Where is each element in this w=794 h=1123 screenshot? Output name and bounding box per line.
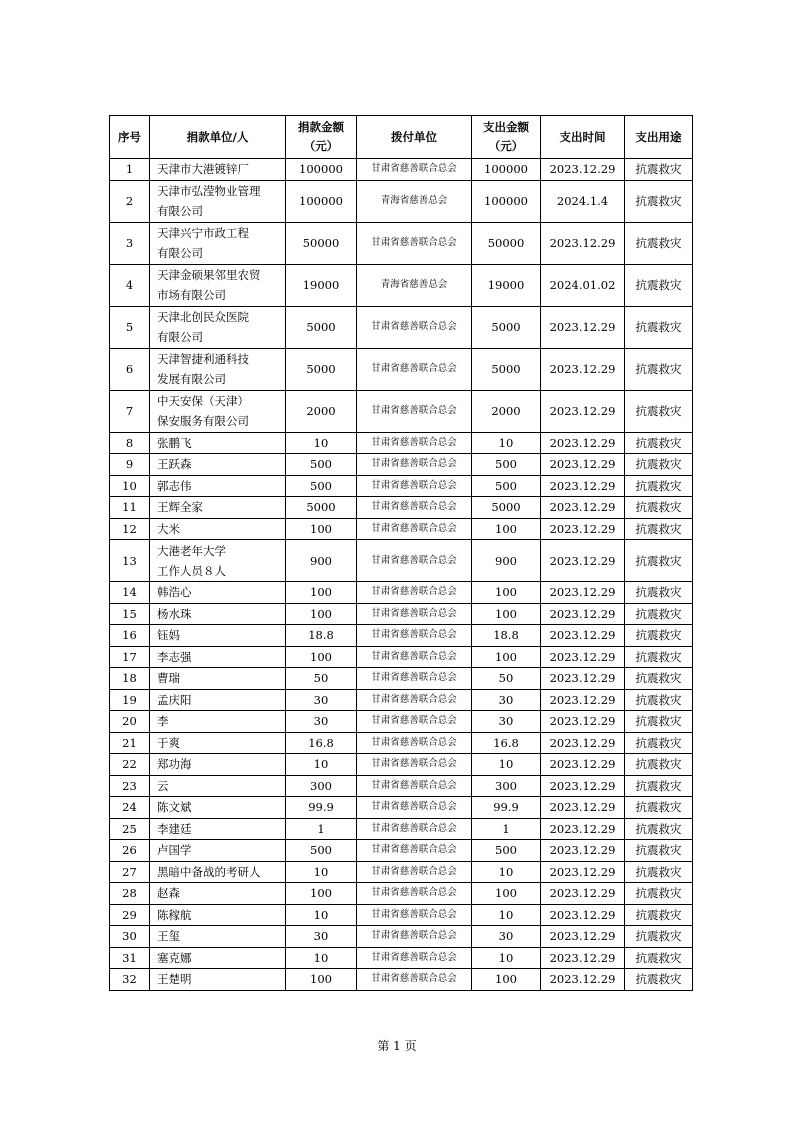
allocating-unit: 甘肃省慈善联合总会: [357, 540, 472, 582]
allocating-unit: 甘肃省慈善联合总会: [357, 518, 472, 540]
donor-name: 赵森: [150, 883, 286, 905]
allocating-unit: 青海省慈善总会: [357, 180, 472, 222]
allocating-unit: 甘肃省慈善联合总会: [357, 969, 472, 991]
donor-name: 王辉全家: [150, 497, 286, 519]
donor-name: 云: [150, 775, 286, 797]
col-header-purpose: 支出用途: [625, 116, 693, 159]
expenditure-amount: 5000: [472, 306, 541, 348]
donation-amount: 5000: [286, 497, 357, 519]
donation-amount: 30: [286, 689, 357, 711]
expenditure-amount: 100: [472, 646, 541, 668]
donation-amount: 2000: [286, 390, 357, 432]
donation-amount: 10: [286, 432, 357, 454]
donor-name: 孟庆阳: [150, 689, 286, 711]
table-header-row: [110, 116, 693, 159]
expenditure-date: 2023.12.29: [541, 689, 625, 711]
row-number: 12: [110, 518, 150, 540]
donor-name: 天津市大港镀锌厂: [150, 159, 286, 181]
expenditure-date: 2023.12.29: [541, 497, 625, 519]
expenditure-date: 2023.12.29: [541, 306, 625, 348]
table-row: [110, 646, 693, 668]
allocating-unit: 甘肃省慈善联合总会: [357, 159, 472, 181]
allocating-unit: 甘肃省慈善联合总会: [357, 775, 472, 797]
expenditure-date: 2023.12.29: [541, 818, 625, 840]
allocating-unit: 甘肃省慈善联合总会: [357, 797, 472, 819]
col-header-no: 序号: [110, 116, 150, 159]
table-row: [110, 518, 693, 540]
expenditure-date: 2023.12.29: [541, 775, 625, 797]
donation-amount: 100: [286, 969, 357, 991]
table-row: [110, 475, 693, 497]
allocating-unit: 甘肃省慈善联合总会: [357, 222, 472, 264]
table-row: [110, 390, 693, 432]
row-number: 13: [110, 540, 150, 582]
table-row: [110, 775, 693, 797]
allocating-unit: 甘肃省慈善联合总会: [357, 926, 472, 948]
donation-amount: 900: [286, 540, 357, 582]
table-row: [110, 861, 693, 883]
donation-amount: 30: [286, 926, 357, 948]
expenditure-amount: 1: [472, 818, 541, 840]
expenditure-date: 2023.12.29: [541, 797, 625, 819]
expenditure-amount: 50000: [472, 222, 541, 264]
row-number: 22: [110, 754, 150, 776]
table-row: [110, 969, 693, 991]
row-number: 27: [110, 861, 150, 883]
expenditure-amount: 10: [472, 861, 541, 883]
expenditure-date: 2023.12.29: [541, 754, 625, 776]
expenditure-amount: 50: [472, 668, 541, 690]
expenditure-amount: 500: [472, 840, 541, 862]
expenditure-date: 2023.12.29: [541, 840, 625, 862]
expenditure-purpose: 抗震救灾: [625, 861, 693, 883]
expenditure-purpose: 抗震救灾: [625, 306, 693, 348]
expenditure-amount: 500: [472, 454, 541, 476]
row-number: 24: [110, 797, 150, 819]
donation-amount: 10: [286, 861, 357, 883]
donor-name: 张鹏飞: [150, 432, 286, 454]
expenditure-purpose: 抗震救灾: [625, 711, 693, 733]
expenditure-amount: 30: [472, 689, 541, 711]
row-number: 10: [110, 475, 150, 497]
expenditure-date: 2023.12.29: [541, 348, 625, 390]
expenditure-date: 2024.1.4: [541, 180, 625, 222]
table-row: [110, 603, 693, 625]
donor-name: 黑暗中备战的考研人: [150, 861, 286, 883]
table-row: [110, 732, 693, 754]
expenditure-amount: 100: [472, 883, 541, 905]
donor-name: 李: [150, 711, 286, 733]
donor-name: 王玺: [150, 926, 286, 948]
donation-amount: 16.8: [286, 732, 357, 754]
expenditure-purpose: 抗震救灾: [625, 646, 693, 668]
donor-name: 陈稼航: [150, 904, 286, 926]
table-row: [110, 180, 693, 222]
table-row: [110, 582, 693, 604]
expenditure-amount: 18.8: [472, 625, 541, 647]
expenditure-date: 2023.12.29: [541, 390, 625, 432]
expenditure-purpose: 抗震救灾: [625, 222, 693, 264]
expenditure-amount: 100: [472, 518, 541, 540]
row-number: 6: [110, 348, 150, 390]
donation-amount: 5000: [286, 348, 357, 390]
donation-amount: 19000: [286, 264, 357, 306]
expenditure-amount: 16.8: [472, 732, 541, 754]
table-row: [110, 904, 693, 926]
allocating-unit: 甘肃省慈善联合总会: [357, 840, 472, 862]
expenditure-date: 2023.12.29: [541, 732, 625, 754]
expenditure-purpose: 抗震救灾: [625, 432, 693, 454]
donor-name: 陈文斌: [150, 797, 286, 819]
expenditure-date: 2023.12.29: [541, 861, 625, 883]
row-number: 14: [110, 582, 150, 604]
row-number: 20: [110, 711, 150, 733]
allocating-unit: 甘肃省慈善联合总会: [357, 390, 472, 432]
expenditure-purpose: 抗震救灾: [625, 668, 693, 690]
donor-name: 曹瑞: [150, 668, 286, 690]
donor-name: 王楚明: [150, 969, 286, 991]
donor-name: 李志强: [150, 646, 286, 668]
expenditure-purpose: 抗震救灾: [625, 904, 693, 926]
allocating-unit: 甘肃省慈善联合总会: [357, 432, 472, 454]
table-row: [110, 159, 693, 181]
expenditure-purpose: 抗震救灾: [625, 582, 693, 604]
expenditure-amount: 100: [472, 603, 541, 625]
expenditure-date: 2023.12.29: [541, 904, 625, 926]
expenditure-purpose: 抗震救灾: [625, 625, 693, 647]
table-row: [110, 432, 693, 454]
expenditure-amount: 19000: [472, 264, 541, 306]
col-header-donor: 捐款单位/人: [150, 116, 286, 159]
table-row: [110, 711, 693, 733]
row-number: 25: [110, 818, 150, 840]
allocating-unit: 甘肃省慈善联合总会: [357, 603, 472, 625]
donor-name: 王跃森: [150, 454, 286, 476]
row-number: 19: [110, 689, 150, 711]
donor-name: 塞克娜: [150, 947, 286, 969]
expenditure-purpose: 抗震救灾: [625, 797, 693, 819]
donor-name: 天津市弘滢物业管理 有限公司: [150, 180, 286, 222]
expenditure-purpose: 抗震救灾: [625, 454, 693, 476]
row-number: 23: [110, 775, 150, 797]
table-row: [110, 689, 693, 711]
allocating-unit: 甘肃省慈善联合总会: [357, 861, 472, 883]
table-row: [110, 625, 693, 647]
table-row: [110, 540, 693, 582]
col-header-spend: 支出金额 （元）: [472, 116, 541, 159]
expenditure-purpose: 抗震救灾: [625, 264, 693, 306]
allocating-unit: 甘肃省慈善联合总会: [357, 904, 472, 926]
expenditure-purpose: 抗震救灾: [625, 840, 693, 862]
donation-amount: 5000: [286, 306, 357, 348]
expenditure-amount: 100000: [472, 180, 541, 222]
expenditure-purpose: 抗震救灾: [625, 754, 693, 776]
expenditure-purpose: 抗震救灾: [625, 180, 693, 222]
donation-amount: 100000: [286, 180, 357, 222]
table-row: [110, 883, 693, 905]
expenditure-purpose: 抗震救灾: [625, 926, 693, 948]
expenditure-date: 2023.12.29: [541, 540, 625, 582]
row-number: 29: [110, 904, 150, 926]
expenditure-date: 2023.12.29: [541, 625, 625, 647]
donation-amount: 500: [286, 454, 357, 476]
table-row: [110, 668, 693, 690]
expenditure-purpose: 抗震救灾: [625, 475, 693, 497]
allocating-unit: 甘肃省慈善联合总会: [357, 754, 472, 776]
table-row: [110, 454, 693, 476]
expenditure-amount: 30: [472, 711, 541, 733]
expenditure-amount: 10: [472, 904, 541, 926]
expenditure-purpose: 抗震救灾: [625, 732, 693, 754]
donation-amount: 50000: [286, 222, 357, 264]
table-row: [110, 797, 693, 819]
donation-amount: 300: [286, 775, 357, 797]
donation-amount: 100000: [286, 159, 357, 181]
donation-amount: 100: [286, 582, 357, 604]
donor-name: 天津金硕果邻里农贸 市场有限公司: [150, 264, 286, 306]
row-number: 26: [110, 840, 150, 862]
allocating-unit: 甘肃省慈善联合总会: [357, 668, 472, 690]
expenditure-date: 2024.01.02: [541, 264, 625, 306]
page-number: 第 1 页: [377, 1039, 417, 1053]
row-number: 11: [110, 497, 150, 519]
col-header-date: 支出时间: [541, 116, 625, 159]
donation-amount: 500: [286, 475, 357, 497]
donation-amount: 30: [286, 711, 357, 733]
row-number: 15: [110, 603, 150, 625]
expenditure-purpose: 抗震救灾: [625, 947, 693, 969]
donation-amount: 100: [286, 883, 357, 905]
expenditure-date: 2023.12.29: [541, 646, 625, 668]
expenditure-purpose: 抗震救灾: [625, 348, 693, 390]
col-header-amount: 捐款金额 （元）: [286, 116, 357, 159]
expenditure-date: 2023.12.29: [541, 582, 625, 604]
allocating-unit: 甘肃省慈善联合总会: [357, 454, 472, 476]
donation-amount: 100: [286, 518, 357, 540]
donor-name: 于爽: [150, 732, 286, 754]
expenditure-amount: 100000: [472, 159, 541, 181]
row-number: 1: [110, 159, 150, 181]
donor-name: 郑功海: [150, 754, 286, 776]
row-number: 32: [110, 969, 150, 991]
expenditure-purpose: 抗震救灾: [625, 689, 693, 711]
allocating-unit: 甘肃省慈善联合总会: [357, 306, 472, 348]
table-body: [110, 159, 693, 991]
donation-amount: 10: [286, 754, 357, 776]
expenditure-date: 2023.12.29: [541, 711, 625, 733]
donation-amount: 18.8: [286, 625, 357, 647]
donor-name: 卢国学: [150, 840, 286, 862]
row-number: 18: [110, 668, 150, 690]
expenditure-date: 2023.12.29: [541, 432, 625, 454]
table-row: [110, 497, 693, 519]
donation-amount: 100: [286, 646, 357, 668]
row-number: 8: [110, 432, 150, 454]
allocating-unit: 甘肃省慈善联合总会: [357, 732, 472, 754]
donor-name: 李建廷: [150, 818, 286, 840]
donor-name: 钰妈: [150, 625, 286, 647]
expenditure-purpose: 抗震救灾: [625, 390, 693, 432]
expenditure-date: 2023.12.29: [541, 969, 625, 991]
expenditure-amount: 900: [472, 540, 541, 582]
col-header-unit: 拨付单位: [357, 116, 472, 159]
expenditure-amount: 300: [472, 775, 541, 797]
expenditure-date: 2023.12.29: [541, 159, 625, 181]
allocating-unit: 青海省慈善总会: [357, 264, 472, 306]
allocating-unit: 甘肃省慈善联合总会: [357, 646, 472, 668]
row-number: 31: [110, 947, 150, 969]
expenditure-amount: 100: [472, 582, 541, 604]
row-number: 9: [110, 454, 150, 476]
expenditure-purpose: 抗震救灾: [625, 818, 693, 840]
table-row: [110, 222, 693, 264]
donation-amount: 1: [286, 818, 357, 840]
expenditure-date: 2023.12.29: [541, 454, 625, 476]
donor-name: 中天安保（天津） 保安服务有限公司: [150, 390, 286, 432]
expenditure-amount: 10: [472, 947, 541, 969]
donation-amount: 100: [286, 603, 357, 625]
expenditure-amount: 5000: [472, 348, 541, 390]
table-row: [110, 947, 693, 969]
row-number: 30: [110, 926, 150, 948]
donation-amount: 500: [286, 840, 357, 862]
allocating-unit: 甘肃省慈善联合总会: [357, 348, 472, 390]
expenditure-amount: 5000: [472, 497, 541, 519]
donor-name: 天津北创民众医院 有限公司: [150, 306, 286, 348]
row-number: 21: [110, 732, 150, 754]
expenditure-purpose: 抗震救灾: [625, 159, 693, 181]
donation-table: [109, 115, 693, 991]
expenditure-purpose: 抗震救灾: [625, 969, 693, 991]
expenditure-date: 2023.12.29: [541, 926, 625, 948]
expenditure-amount: 100: [472, 969, 541, 991]
donor-name: 郭志伟: [150, 475, 286, 497]
expenditure-amount: 10: [472, 754, 541, 776]
expenditure-date: 2023.12.29: [541, 475, 625, 497]
expenditure-date: 2023.12.29: [541, 947, 625, 969]
expenditure-purpose: 抗震救灾: [625, 540, 693, 582]
table-row: [110, 754, 693, 776]
expenditure-purpose: 抗震救灾: [625, 775, 693, 797]
allocating-unit: 甘肃省慈善联合总会: [357, 582, 472, 604]
row-number: 28: [110, 883, 150, 905]
table-row: [110, 348, 693, 390]
expenditure-amount: 10: [472, 432, 541, 454]
row-number: 16: [110, 625, 150, 647]
expenditure-purpose: 抗震救灾: [625, 497, 693, 519]
table-row: [110, 926, 693, 948]
donation-amount: 10: [286, 947, 357, 969]
donation-amount: 99.9: [286, 797, 357, 819]
expenditure-amount: 99.9: [472, 797, 541, 819]
donor-name: 天津兴宁市政工程 有限公司: [150, 222, 286, 264]
donor-name: 天津智捷利通科技 发展有限公司: [150, 348, 286, 390]
allocating-unit: 甘肃省慈善联合总会: [357, 475, 472, 497]
allocating-unit: 甘肃省慈善联合总会: [357, 818, 472, 840]
allocating-unit: 甘肃省慈善联合总会: [357, 625, 472, 647]
row-number: 7: [110, 390, 150, 432]
expenditure-date: 2023.12.29: [541, 883, 625, 905]
expenditure-amount: 2000: [472, 390, 541, 432]
expenditure-amount: 30: [472, 926, 541, 948]
table-row: [110, 818, 693, 840]
expenditure-date: 2023.12.29: [541, 518, 625, 540]
allocating-unit: 甘肃省慈善联合总会: [357, 947, 472, 969]
allocating-unit: 甘肃省慈善联合总会: [357, 689, 472, 711]
donor-name: 大米: [150, 518, 286, 540]
row-number: 2: [110, 180, 150, 222]
expenditure-purpose: 抗震救灾: [625, 603, 693, 625]
donation-amount: 10: [286, 904, 357, 926]
allocating-unit: 甘肃省慈善联合总会: [357, 711, 472, 733]
expenditure-amount: 500: [472, 475, 541, 497]
allocating-unit: 甘肃省慈善联合总会: [357, 497, 472, 519]
table-row: [110, 840, 693, 862]
expenditure-purpose: 抗震救灾: [625, 883, 693, 905]
donation-amount: 50: [286, 668, 357, 690]
expenditure-date: 2023.12.29: [541, 603, 625, 625]
row-number: 17: [110, 646, 150, 668]
expenditure-date: 2023.12.29: [541, 668, 625, 690]
donor-name: 韩浩心: [150, 582, 286, 604]
expenditure-purpose: 抗震救灾: [625, 518, 693, 540]
row-number: 5: [110, 306, 150, 348]
donor-name: 杨水珠: [150, 603, 286, 625]
donor-name: 大港老年大学 工作人员８人: [150, 540, 286, 582]
row-number: 3: [110, 222, 150, 264]
table-row: [110, 306, 693, 348]
row-number: 4: [110, 264, 150, 306]
allocating-unit: 甘肃省慈善联合总会: [357, 883, 472, 905]
table-row: [110, 264, 693, 306]
expenditure-date: 2023.12.29: [541, 222, 625, 264]
